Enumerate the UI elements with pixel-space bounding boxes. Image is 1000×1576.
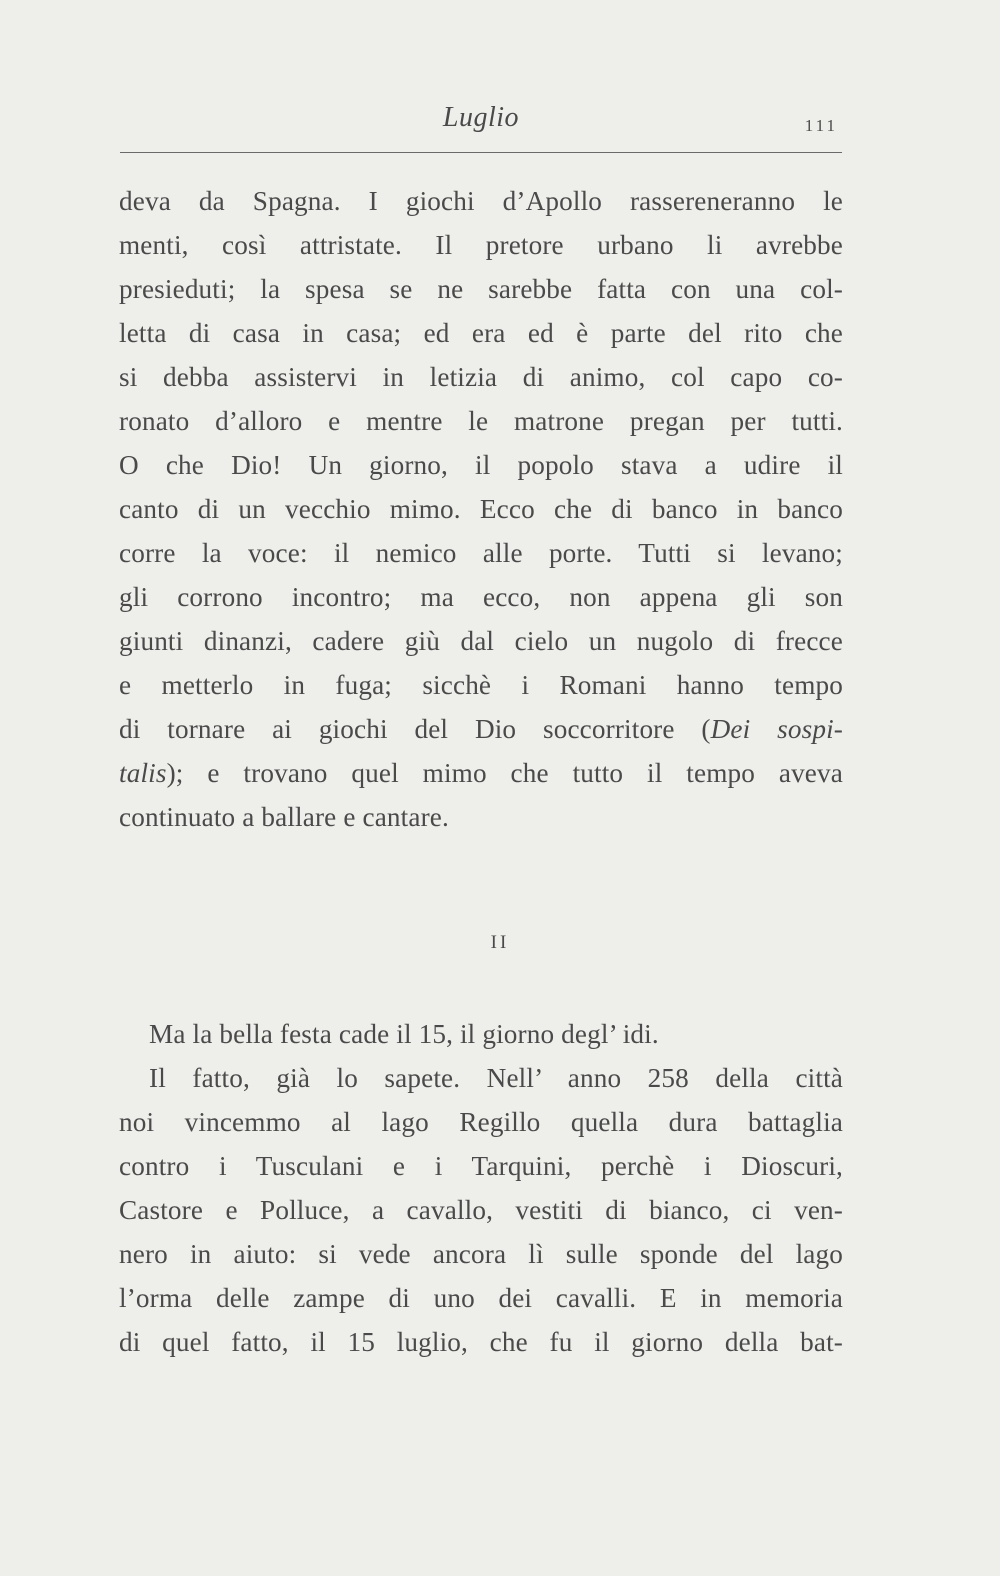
text-line: e metterlo in fuga; sicchè i Romani hanno tempo — [119, 670, 843, 700]
text-line — [119, 751, 843, 795]
italic-latin-phrase: talis — [119, 758, 167, 788]
text-line: corre la voce: il nemico alle porte. Tutti si levano; — [119, 538, 843, 568]
text-line: ronato d’alloro e mentre le matrone pregan per tutti. — [119, 406, 843, 436]
text-line: Il fatto, già lo sapete. Nell’ anno 258 della città — [149, 1063, 843, 1093]
section-body — [119, 1012, 843, 1364]
text-line: noi vincemmo al lago Regillo quella dura battaglia — [119, 1107, 843, 1137]
text-line: presieduti; la spesa se ne sarebbe fatta con una col- — [119, 274, 843, 304]
text-line: menti, così attristate. Il pretore urbano li avrebbe — [119, 230, 843, 260]
text-line: O che Dio! Un giorno, il popolo stava a udire il — [119, 450, 843, 480]
text-line: canto di un vecchio mimo. Ecco che di banco in banco — [119, 494, 843, 524]
text-segment: ); e trovano quel mimo che tutto il tempo aveva — [166, 758, 843, 788]
italic-latin-phrase: Dei sospi- — [710, 714, 843, 744]
text-line: deva da Spagna. I giochi d’Apollo rassereneranno le — [119, 186, 843, 216]
text-line: l’orma delle zampe di uno dei cavalli. E in memoria — [119, 1283, 843, 1313]
text-line: Ma la bella festa cade il 15, il giorno degl’ idi. — [149, 1019, 659, 1049]
text-line: contro i Tusculani e i Tarquini, perchè i Dioscuri, — [119, 1151, 843, 1181]
running-title: Luglio — [442, 102, 520, 133]
text-line: di quel fatto, il 15 luglio, che fu il giorno della bat- — [119, 1327, 843, 1357]
text-segment: di tornare ai giochi del Dio soccorritore ( — [119, 714, 711, 744]
page-number: 111 — [804, 116, 838, 135]
text-line — [119, 707, 843, 751]
text-line: nero in aiuto: si vede ancora lì sulle sponde del lago — [119, 1239, 843, 1269]
text-line: giunti dinanzi, cadere giù dal cielo un nugolo di frecce — [119, 626, 843, 656]
text-line: Castore e Polluce, a cavallo, vestiti di bianco, ci ven- — [119, 1195, 843, 1225]
text-line: si debba assistervi in letizia di animo, col capo co- — [119, 362, 843, 392]
text-line: continuato a ballare e cantare. — [119, 802, 449, 832]
text-line: letta di casa in casa; ed era ed è parte del rito che — [119, 318, 843, 348]
text-line: gli corrono incontro; ma ecco, non appena gli son — [119, 582, 843, 612]
section-number: II — [490, 932, 510, 953]
header-rule — [120, 152, 842, 153]
running-head — [120, 96, 842, 140]
paragraph-continuation — [119, 179, 843, 839]
